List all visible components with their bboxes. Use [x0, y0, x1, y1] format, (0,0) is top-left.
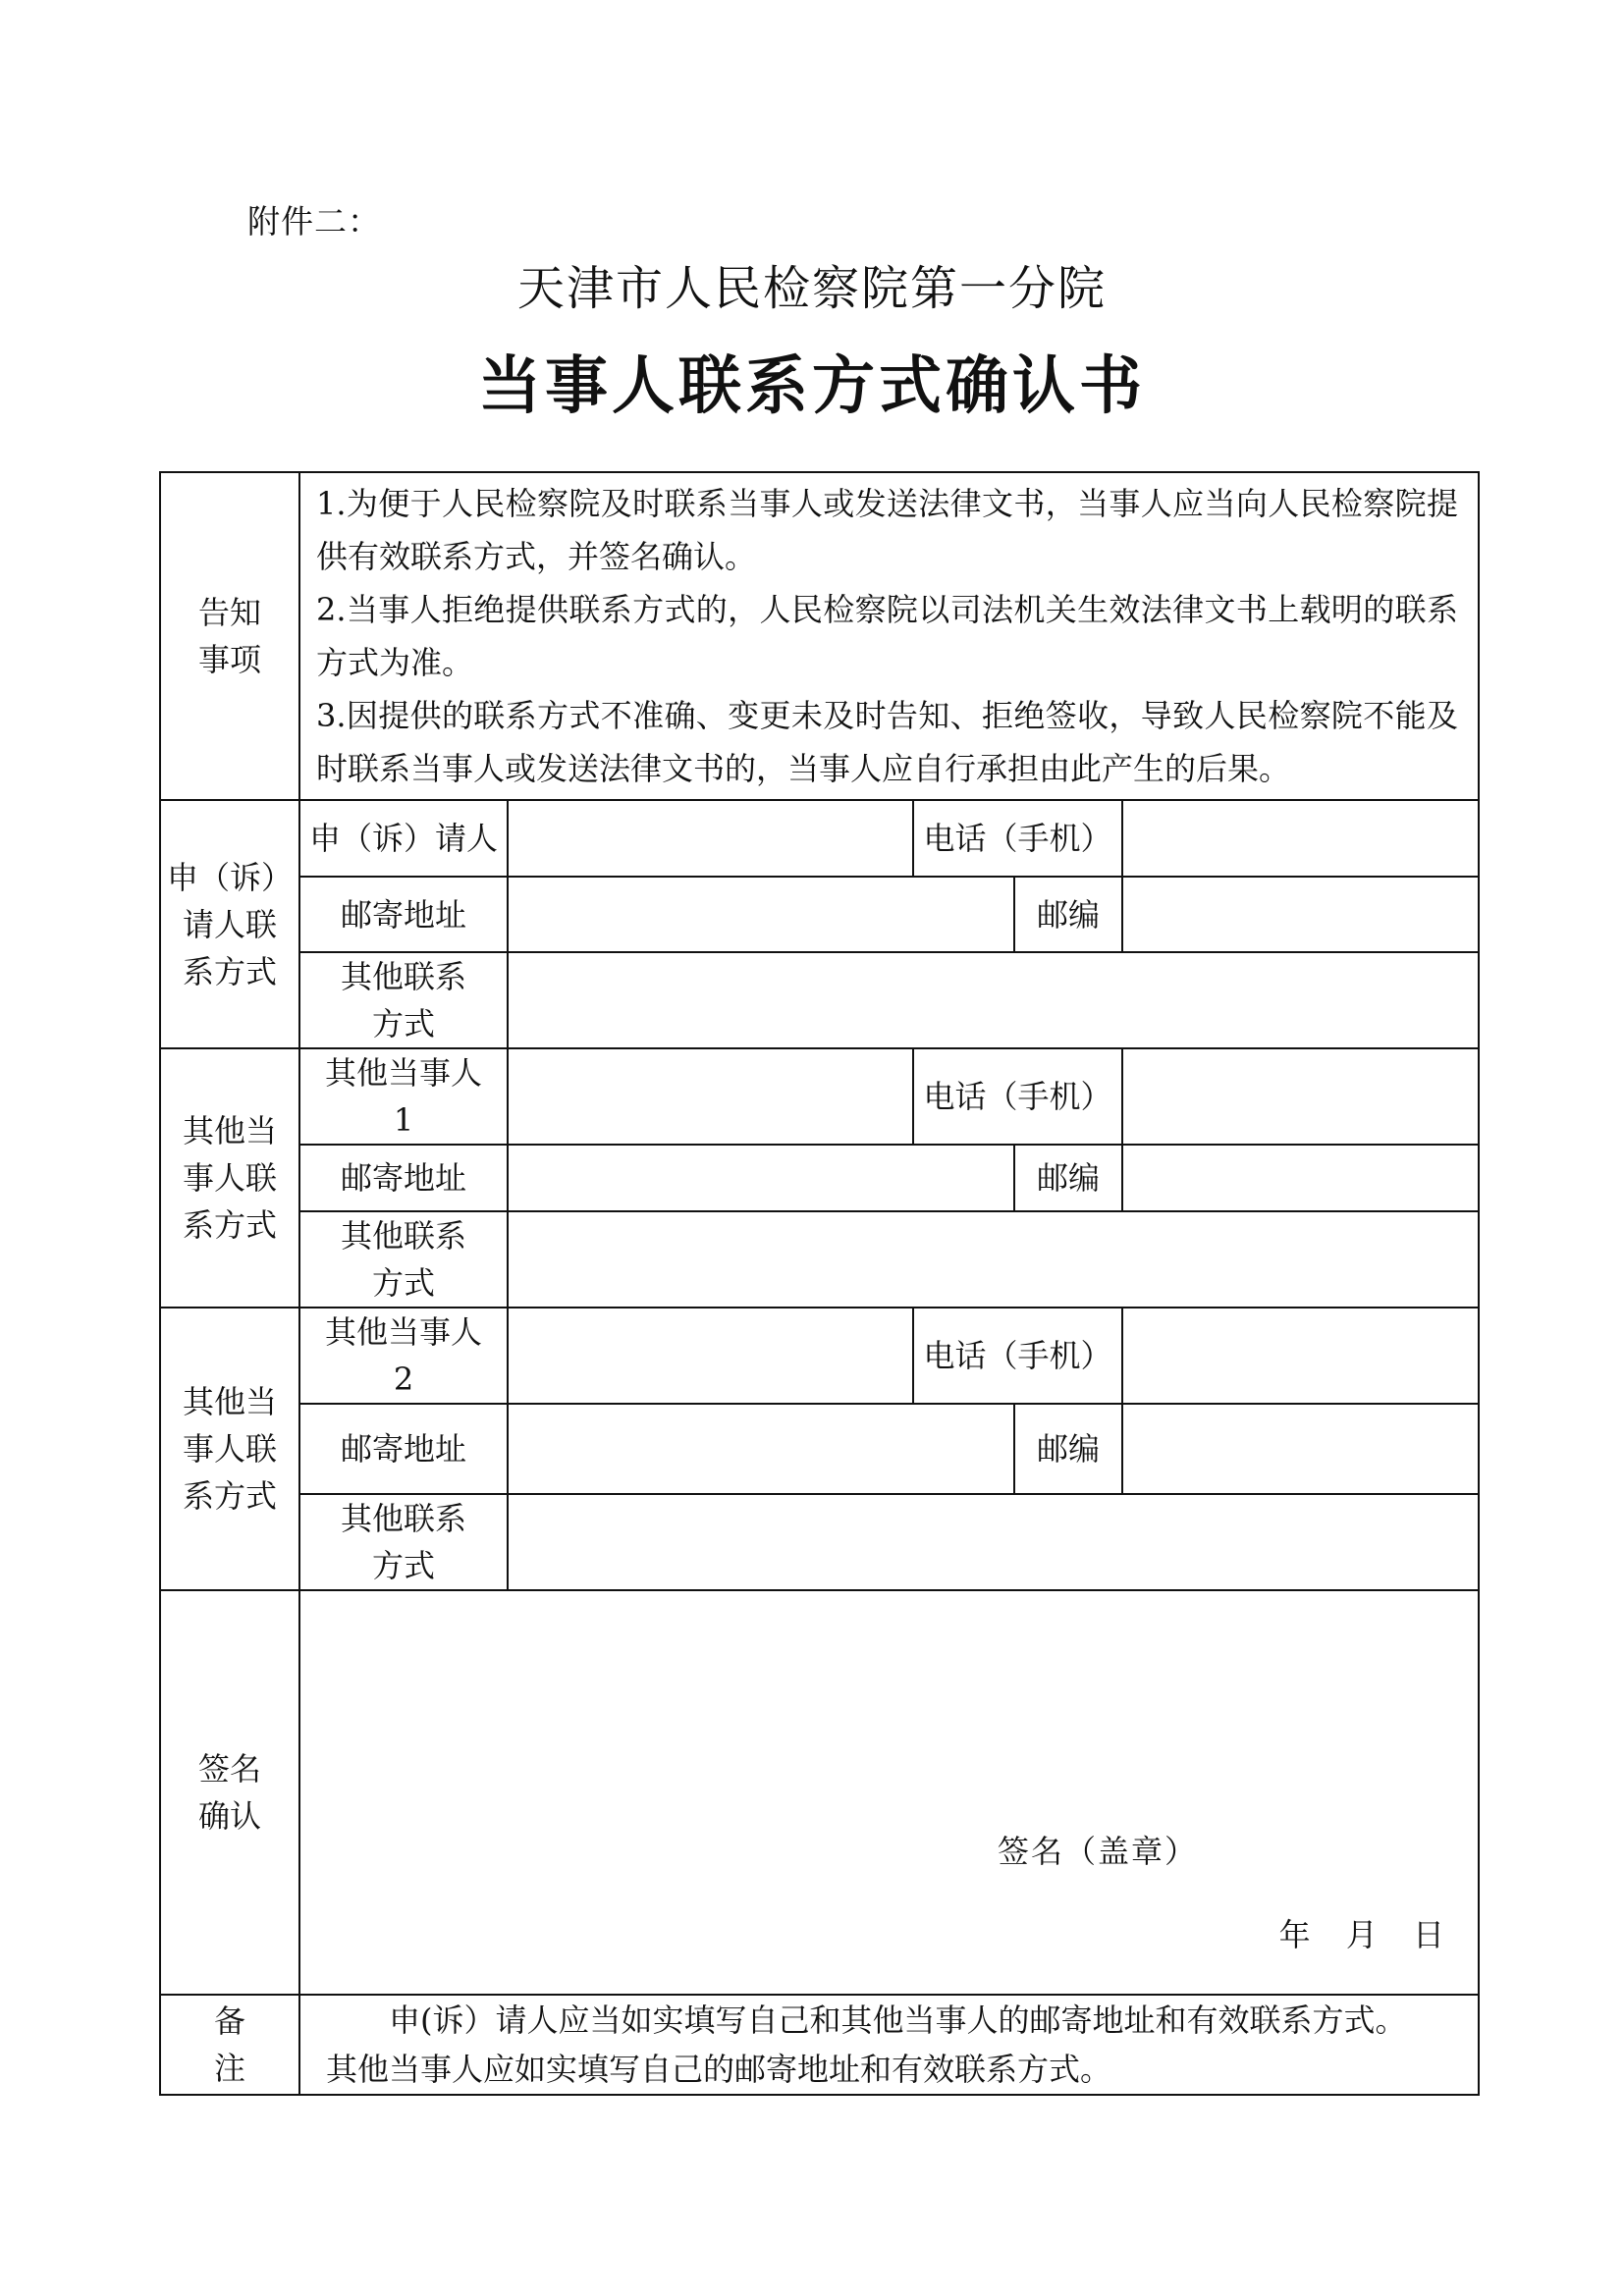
- applicant-zip-field[interactable]: [1122, 877, 1479, 952]
- applicant-address-field[interactable]: [508, 877, 1014, 952]
- party2-zip-field[interactable]: [1122, 1404, 1479, 1494]
- party2-name-label: 其他当事人 2: [299, 1308, 508, 1404]
- party1-address-field[interactable]: [508, 1145, 1014, 1211]
- applicant-address-label: 邮寄地址: [299, 877, 508, 952]
- party2-zip-label: 邮编: [1014, 1404, 1122, 1494]
- party1-other-row: [160, 1211, 1479, 1308]
- signature-area[interactable]: [299, 1590, 1479, 1995]
- applicant-phone-field[interactable]: [1122, 800, 1479, 877]
- notice-content: [299, 472, 1479, 800]
- applicant-party-row: [160, 800, 1479, 877]
- party2-address-row: [160, 1404, 1479, 1494]
- applicant-name-field[interactable]: [508, 800, 913, 877]
- applicant-other-row: [160, 952, 1479, 1048]
- party1-name-field[interactable]: [508, 1048, 913, 1145]
- remark-line-2: 其他当事人应如实填写自己的邮寄地址和有效联系方式。: [326, 2051, 1112, 2088]
- party1-address-label: 邮寄地址: [299, 1145, 508, 1211]
- party2-other-label: 其他联系 方式: [299, 1494, 508, 1590]
- party1-other-label: 其他联系 方式: [299, 1211, 508, 1308]
- party2-name-field[interactable]: [508, 1308, 913, 1404]
- party2-party-row: [160, 1308, 1479, 1404]
- applicant-phone-label: 电话（手机）: [913, 800, 1122, 877]
- confirmation-form-table: [159, 471, 1480, 2096]
- party1-other-field[interactable]: [508, 1211, 1479, 1308]
- party2-section-label: 其他当 事人联 系方式: [160, 1308, 299, 1590]
- attachment-label: 附件二：: [247, 202, 381, 240]
- party1-zip-label: 邮编: [1014, 1145, 1122, 1211]
- party1-name-label: 其他当事人 1: [299, 1048, 508, 1145]
- notice-row: [160, 472, 1479, 800]
- party2-phone-field[interactable]: [1122, 1308, 1479, 1404]
- party1-party-row: [160, 1048, 1479, 1145]
- notice-item-2: 2.当事人拒绝提供联系方式的，人民检察院以司法机关生效法律文书上载明的联系方式为准。: [316, 591, 1458, 681]
- applicant-other-label: 其他联系 方式: [299, 952, 508, 1048]
- party1-zip-field[interactable]: [1122, 1145, 1479, 1211]
- signature-row: [160, 1590, 1479, 1995]
- party1-phone-label: 电话（手机）: [913, 1048, 1122, 1145]
- party1-section-label: 其他当 事人联 系方式: [160, 1048, 299, 1308]
- document-title: 当事人联系方式确认书: [478, 350, 1146, 423]
- notice-label: 告知 事项: [160, 472, 299, 800]
- signature-seal-label: 签名（盖章）: [998, 1833, 1199, 1870]
- remark-content: [299, 1995, 1479, 2095]
- party1-phone-field[interactable]: [1122, 1048, 1479, 1145]
- applicant-name-label: 申（诉）请人: [299, 800, 508, 877]
- party2-other-row: [160, 1494, 1479, 1590]
- notice-item-1: 1.为便于人民检察院及时联系当事人或发送法律文书，当事人应当向人民检察院提供有效联系方式，并签名确认。: [316, 485, 1458, 575]
- party2-phone-label: 电话（手机）: [913, 1308, 1122, 1404]
- organization-name: 天津市人民检察院第一分院: [516, 261, 1107, 316]
- notice-item-3: 3.因提供的联系方式不准确、变更未及时告知、拒绝签收，导致人民检察院不能及时联系当事人或发送法律文书的，当事人应自行承担由此产生的后果。: [316, 697, 1458, 787]
- applicant-address-row: [160, 877, 1479, 952]
- remark-row: [160, 1995, 1479, 2095]
- party1-address-row: [160, 1145, 1479, 1211]
- party2-address-label: 邮寄地址: [299, 1404, 508, 1494]
- party2-address-field[interactable]: [508, 1404, 1014, 1494]
- applicant-section-label: 申（诉） 请人联 系方式: [160, 800, 299, 1048]
- remark-line-1: 申(诉）请人应当如实填写自己和其他当事人的邮寄地址和有效联系方式。: [389, 2002, 1407, 2039]
- applicant-other-field[interactable]: [508, 952, 1479, 1048]
- remark-label: 备 注: [160, 1995, 299, 2095]
- party2-other-field[interactable]: [508, 1494, 1479, 1590]
- signature-section-label: 签名 确认: [160, 1590, 299, 1995]
- signature-date-label: 年 月 日: [1278, 1916, 1444, 1953]
- applicant-zip-label: 邮编: [1014, 877, 1122, 952]
